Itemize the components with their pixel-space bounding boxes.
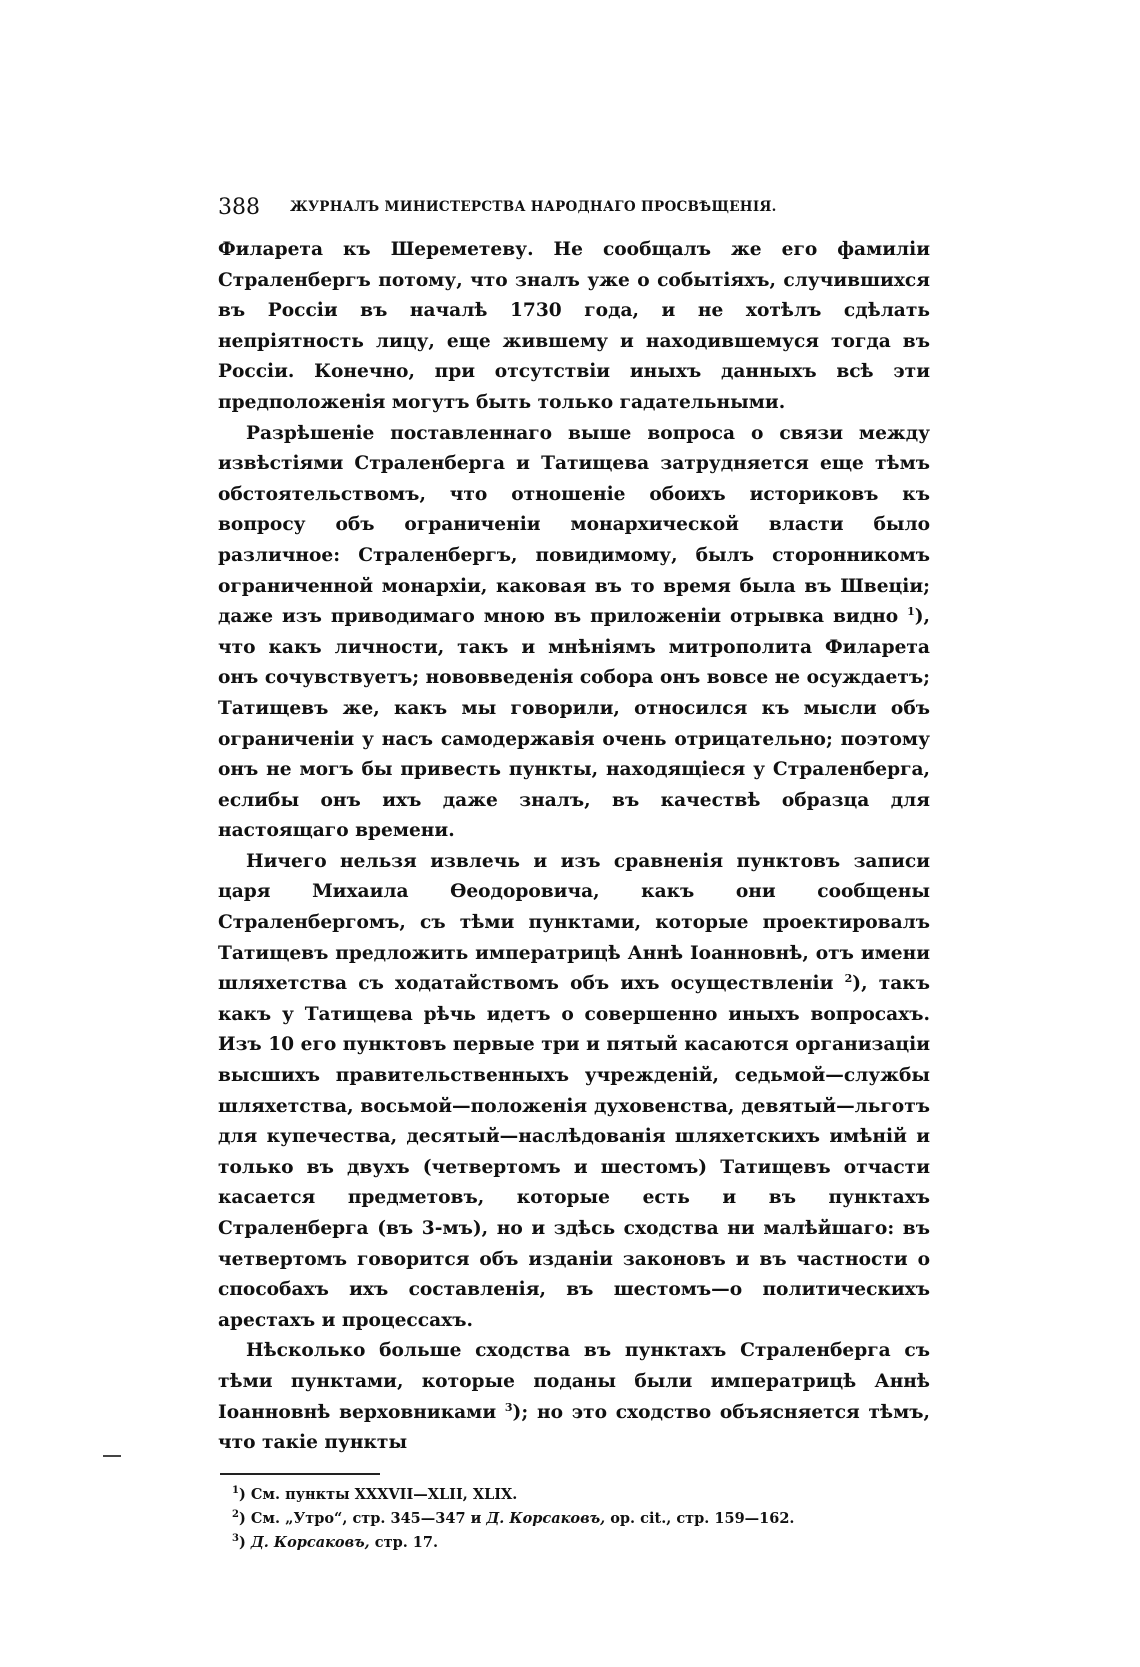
footnote-3 (232, 1531, 930, 1555)
footnote-text: ) См. пункты XXXVII—XLII, XLIX. (238, 1485, 518, 1503)
paragraph-2 (218, 419, 930, 847)
footnote-reference: 3 (504, 1400, 513, 1414)
paragraph-text: ), что какъ личности, такъ и мнѣніямъ митрополита Филарета онъ сочувствуетъ; нововведенія собора онъ вовсе не осуждаетъ; Татищевъ же, какъ мы говорили, относился къ мысли объ ограниченіи у насъ самодержавія очень отрицательно; поэтому онъ не могъ бы привесть пункты, находящіеся у Страленберга, еслибы онъ ихъ даже зналъ, въ качествѣ образца для настоящаго времени. (218, 606, 930, 842)
page-header (218, 195, 930, 231)
footnote-reference: 1 (907, 604, 915, 618)
footnote-text: стр. 17. (369, 1533, 439, 1551)
paragraph-3 (218, 847, 930, 1337)
footnote-text: ) (238, 1533, 251, 1551)
footnote-1 (232, 1483, 930, 1507)
footnote-text: ) См. „Утро“, стр. 345—347 и (238, 1509, 487, 1527)
paragraph-4 (218, 1336, 930, 1458)
paragraph-text: Ничего нельзя извлечь и изъ сравненія пунктовъ записи царя Михаила Ѳеодоровича, какъ они сообщены Страленбергомъ, съ тѣми пунктами, которые проектировалъ Татищевъ предложить императрицѣ Аннѣ Іоанновнѣ, отъ имени шляхетства съ ходатайствомъ объ ихъ осуществленіи (218, 850, 930, 995)
document-page (218, 195, 930, 1595)
running-title: ЖУРНАЛЪ МИНИСТЕРСТВА НАРОДНАГО ПРОСВѢЩЕНІЯ. (290, 199, 777, 215)
footnote-mark: 3 (232, 1532, 239, 1544)
body-text (218, 235, 930, 1459)
footnotes (232, 1483, 930, 1555)
footnote-mark: 1 (232, 1484, 239, 1496)
footnote-author: Д. Корсаковъ, (250, 1533, 370, 1551)
margin-mark (103, 1455, 121, 1457)
paragraph-text: Филарета къ Шереметеву. Не сообщалъ же его фамиліи Страленбергъ потому, что зналъ уже о событіяхъ, случившихся въ Россіи въ началѣ 1730 года, и не хотѣлъ сдѣлать непріятность лицу, еще жившему и находившемуся тогда въ Россіи. Конечно, при отсутствіи иныхъ данныхъ всѣ эти предположенія могутъ быть только гадательными. (218, 239, 930, 413)
paragraph-text: ); но это сходство объясняется тѣмъ, что такіе пункты (218, 1401, 930, 1454)
page-number: 388 (218, 195, 260, 220)
paragraph-text: ), такъ какъ у Татищева рѣчь идетъ о совершенно иныхъ вопросахъ. Изъ 10 его пунктовъ первые три и пятый касаются организаціи высшихъ правительственныхъ учрежденій, седьмой—службы шляхетства, восьмой—положенія духовенства, девятый—льготъ для купечества, десятый—наслѣдованія шляхетскихъ имѣній и только въ двухъ (четвертомъ и шестомъ) Татищевъ отчасти касается предметовъ, которые есть и въ пунктахъ Страленберга (въ 3-мъ), но и здѣсь сходства ни малѣйшаго: въ четвертомъ говорится объ изданіи законовъ и въ частности о способахъ ихъ составленія, въ шестомъ—о политическихъ арестахъ и процессахъ. (218, 973, 930, 1331)
paragraph-text: Нѣсколько больше сходства въ пунктахъ Страленберга съ тѣми пунктами, которые поданы были императрицѣ Аннѣ Іоанновнѣ верховниками (218, 1340, 930, 1423)
footnote-divider (220, 1473, 380, 1475)
footnote-reference: 2 (844, 972, 853, 986)
paragraph-1 (218, 235, 930, 419)
footnote-text: op. cit., стр. 159—162. (605, 1509, 795, 1527)
footnote-mark: 2 (232, 1508, 239, 1520)
paragraph-text: Разрѣшеніе поставленнаго выше вопроса о связи между извѣстіями Страленберга и Татищева затрудняется еще тѣмъ обстоятельствомъ, что отношеніе обоихъ историковъ къ вопросу объ ограниченіи монархической власти было различное: Страленбергъ, повидимому, былъ сторонникомъ ограниченной монархіи, каковая въ то время была въ Швеціи; даже изъ приводимаго мною въ приложеніи отрывка видно (218, 422, 930, 628)
footnote-author: Д. Корсаковъ, (486, 1509, 606, 1527)
footnote-2 (232, 1507, 930, 1531)
